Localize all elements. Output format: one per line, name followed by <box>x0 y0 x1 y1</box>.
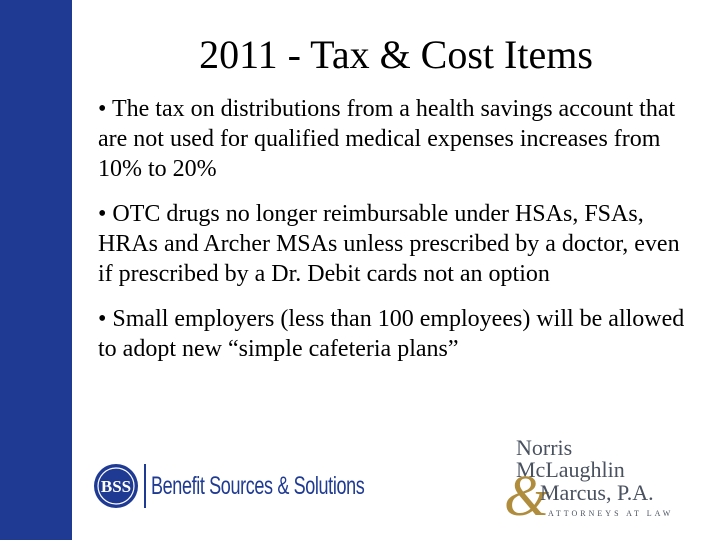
norris-ampersand: & <box>504 463 550 528</box>
logo-divider <box>144 464 146 508</box>
norris-mclaughlin-logo <box>504 435 688 528</box>
norris-tagline: ATTORNEYS AT LAW <box>548 509 674 518</box>
bullet-item: • The tax on distributions from a health savings account that are not used for qualified medical expenses increases from 10% to 20% <box>98 96 676 182</box>
bullet-item: • OTC drugs no longer reimbursable under HSAs, FSAs, HRAs and Archer MSAs unless prescribed by a doctor, even if prescribed by a Dr. Debit cards not an option <box>98 201 680 287</box>
norris-line3: Marcus, P.A. <box>540 480 654 505</box>
norris-line1: Norris <box>516 435 573 460</box>
bullet-list <box>98 94 698 379</box>
bss-company-name: Benefit Sources & Solutions <box>151 471 365 500</box>
benefit-sources-logo <box>93 461 447 511</box>
bss-seal-text: BSS <box>100 477 132 496</box>
slide-title: 2011 - Tax & Cost Items <box>199 32 593 77</box>
bullet-item: • Small employers (less than 100 employees) will be allowed to adopt new “simple cafeteria plans” <box>98 306 685 362</box>
bss-seal-icon <box>93 463 139 509</box>
left-accent-bar <box>0 0 72 540</box>
norris-line2: McLaughlin <box>516 457 625 482</box>
